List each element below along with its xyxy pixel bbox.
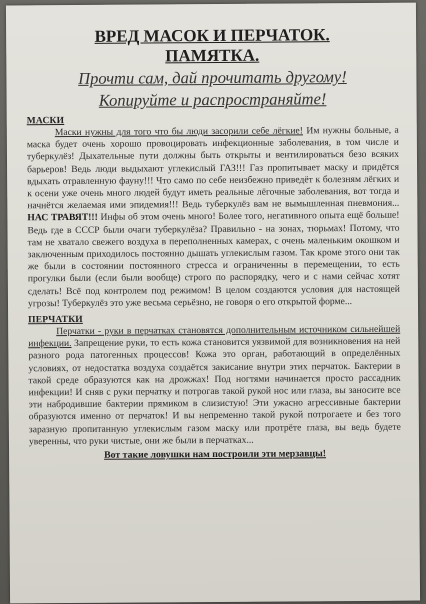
gloves-heading: ПЕРЧАТКИ bbox=[28, 314, 83, 326]
masks-heading: МАСКИ bbox=[26, 116, 65, 127]
leaflet-sheet bbox=[6, 3, 420, 604]
masks-lead: Маски нужны для того что бы люди засорили себе лёгкие! bbox=[54, 125, 304, 139]
subtitle-line-2: Копируйте и распространяйте! bbox=[98, 89, 327, 110]
masks-emphasis: НАС ТРАВЯТ!!! bbox=[27, 212, 98, 224]
masks-body: Им нужны больные, а маска будет очень хорошо провоцировать инфекционные заболевания, в том числе и туберкулёз! Дыхательные пути должны быть открыты и вентилироваться безо всяких барьеров! Ведь люди выдыхают углекислый ГАЗ!!! Газ пропитывает маску и придётся вдыхать отравленную фауну!!! Что само по себе неизбежно приведёт к болезням лёгких и к осени уже очень много людей будут иметь реальные лёгочные заболевания, вот тогда и начнётся желаемая ими эпидемия!!! Ведь туберкулёз вам не вымышленная пневмония... bbox=[26, 124, 400, 212]
title-line-1: ВРЕД МАСОК И ПЕРЧАТОК. bbox=[94, 25, 330, 46]
masks-tail: Инфы об этом очень много! Более того, негативного опыта ещё больше! Ведь где в СССР были очаги туберкулёза? Правильно - на зонах, тюрьмах! Потому, что там не хватало свежего воздуха в переполненных камерах, с очень маленьким окошком и заключенным приходилось постоянно дышать углекислым газом. Так кроме этого они так же были в состоянии постоянного стресса и ограниченны в перемещении, то есть прогулки были (если были вообще) строго по распорядку, чего и с нами сейчас хотят сделать! Всё под контролем под режимом! В целом создаются условия для настоящей угрозы! Туберкулёз это уже весьма серьёзно, не говоря о его открытой форме... bbox=[27, 210, 400, 310]
closing-line: Вот такие ловушки нам построили эти мерзавцы! bbox=[104, 448, 327, 461]
masks-paragraph bbox=[27, 125, 400, 311]
gloves-paragraph bbox=[28, 324, 401, 449]
gloves-body: Запрещение руки, то есть кожа становится уязвимой для возникновения на ней разного рода патогенных процессов! Кожа это орган, работающий в определённых условиях, от недостатка воздуха создаётся закисание внутри этих перчаток. Бактерии в такой среде образуются как на дрожжах! Под ногтями начинается просто рассадник инфекции! И сняв с руки перчатку и потрогав такой рукой нос или глаза, вы заносите все эти набродившие бактерии прямиком в слизистую! Эти ужасно агрессивные бактерии образуются именно от перчаток! И вы непременно такой рукой потрогаете и без того заразную пропитанную углекислым газом маску или протрёте глаза, вы ведь будете уверенны, что руки чистые, они же были в перчатках... bbox=[28, 335, 401, 448]
gloves-lead: Перчатки - руки в перчатках становятся дополнительным источником сильнейшей инфекции. bbox=[28, 323, 401, 350]
title-line-2: ПАМЯТКА. bbox=[165, 45, 260, 66]
subtitle-line-1: Прочти сам, дай прочитать другому! bbox=[78, 67, 347, 88]
